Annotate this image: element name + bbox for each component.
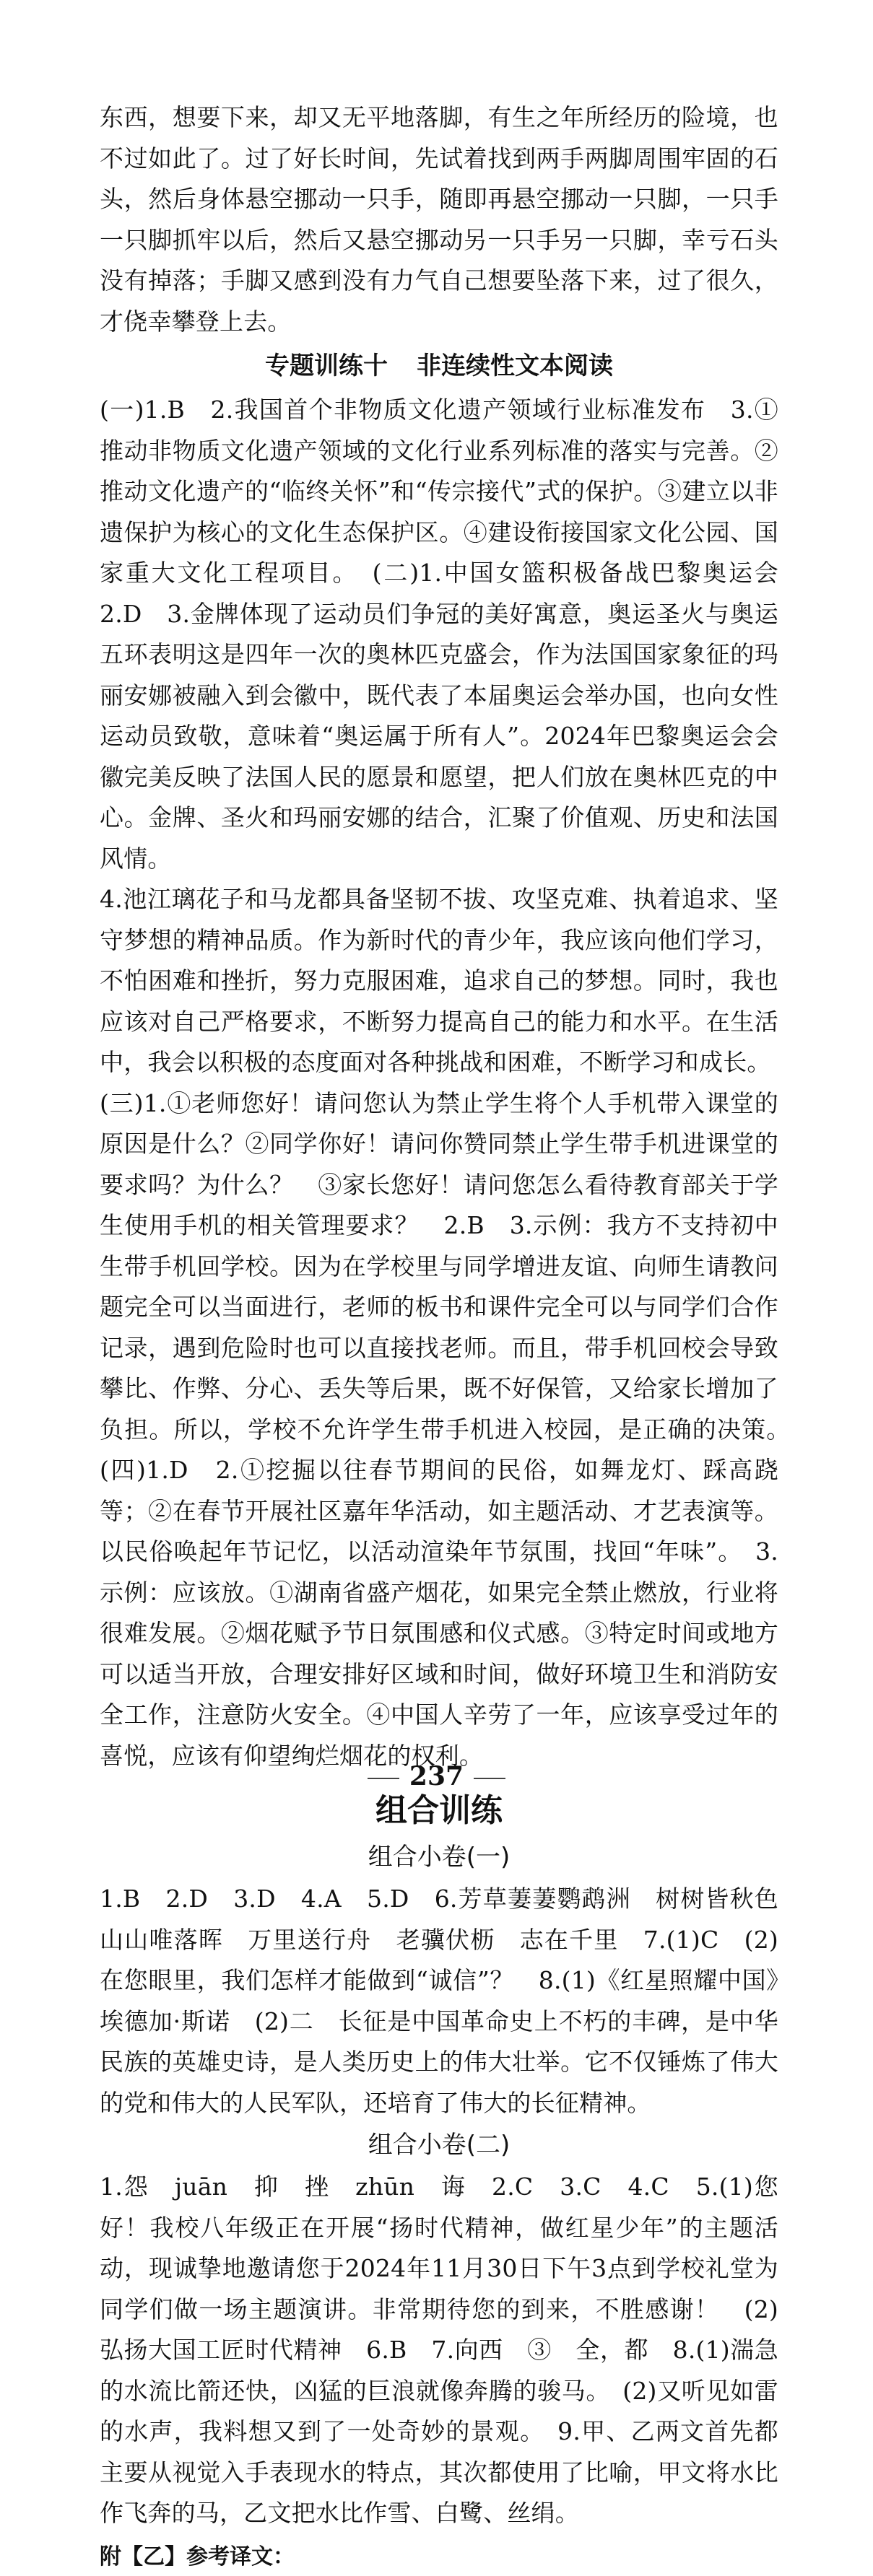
section-title — [100, 346, 778, 385]
paper2-answers: 1.怨 juān 抑 挫 zhūn 诲 2.C 3.C 4.C 5.(1)您好！我校八年级正在开展“扬时代精神，做红星少年”的主题活动，现诚挚地邀请您于2024年11月30日下午3点到学校礼堂为同学们做一场主题演讲。非常期待您的到来，不胜感谢！ (2)弘扬大国工匠时代精神 6.B 7.向西 ③ 全，都 8.(1)湍急的水流比箭还快，凶猛的巨浪就像奔腾的骏马。 (2)又听见如雷的水声，我料想又到了一处奇妙的景观。 9.甲、乙两文首先都主要从视觉入手表现水的特点，其次都使用了比喻，甲文将水比作飞奔的马，乙文把水比作雪、白鹭、丝绢。 — [100, 2173, 778, 2527]
paper1-answers: 1.B 2.D 3.D 4.A 5.D 6.芳草萋萋鹦鹉洲 树树皆秋色 山山唯落晖 万里送行舟 老骥伏枥 志在千里 7.(1)C (2)在您眼里，我们怎样才能做到“诚信”？ 8.(1)《红星照耀中国》 埃德加·斯诺 (2)二 长征是中国革命史上不朽的丰碑，是中华民族的英雄史诗，是人类历史上的伟大壮举。它不仅锤炼了伟大的党和伟大的人民军队，还培育了伟大的长征精神。 — [100, 1885, 803, 2117]
appendix-label: 附【乙】参考译文： — [100, 2544, 295, 2570]
section-answers-part1: (一)1.B 2.我国首个非物质文化遗产领域行业标准发布 3.①推动非物质文化遗产领域的文化行业系列标准的落实与完善。②推动文化遗产的“临终关怀”和“传宗接代”式的保护。③建立以非遗保护为核心的文化生态保护区。④建设衔接国家文化公园、国家重大文化工程项目。 (二)1.中国女篮积极备战巴黎奥运会 2.D 3.金牌体现了运动员们争冠的美好寓意，奥运圣火与奥运五环表明这是四年一次的奥林匹克盛会，作为法国国家象征的玛丽安娜被融入到会徽中，既代表了本届奥运会举办国，也向女性运动员致敬，意味着“奥运属于所有人”。2024年巴黎奥运会会徽完美反映了法国人民的愿景和愿望，把人们放在奥林匹克的中心。金牌、圣火和玛丽安娜的结合，汇聚了价值观、历史和法国风情。 — [100, 396, 803, 873]
paper2-title: 组合小卷(二) — [368, 2131, 511, 2160]
section-answers-part2: 4.池江璃花子和马龙都具备坚韧不拔、攻坚克难、执着追求、坚守梦想的精神品质。作为新时代的青少年，我应该向他们学习，不怕困难和挫折，努力克服困难，追求自己的梦想。同时，我也应该对自己严格要求，不断努力提高自己的能力和水平。在生活中，我会以积极的态度面对各种挑战和困难，不断学习和成长。 — [100, 885, 778, 1076]
page-content — [100, 97, 803, 2576]
group-training-title: 组合训练 — [375, 1792, 503, 1829]
page-number-dash-right — [474, 1778, 505, 1779]
page-number-dash-left — [368, 1778, 399, 1779]
paper1-title: 组合小卷(一) — [368, 1843, 511, 1872]
section-answers-part3: (三)1.①老师您好！请问您认为禁止学生将个人手机带入课堂的原因是什么？②同学你好！请问你赞同禁止学生带手机进课堂的要求吗？为什么？ ③家长您好！请问您怎么看待教育部关于学生使用手机的相关管理要求？ 2.B 3.示例：我方不支持初中生带手机回学校。因为在学校里与同学增进友谊、向师生请教问题完全可以当面进行，老师的板书和课件完全可以与同学们合作记录，遇到危险时也可以直接找老师。而且，带手机回校会导致攀比、作弊、分心、丢失等后果，既不好保管，又给家长增加了负担。所以，学校不允许学生带手机进入校园，是正确的决策。 (四)1.D 2.①挖掘以往春节期间的民俗，如舞龙灯、踩高跷等；②在春节开展社区嘉年华活动，如主题活动、才艺表演等。以民俗唤起年节记忆，以活动渲染年节氛围，找回“年味”。 3.示例：应该放。①湖南省盛产烟花，如果完全禁止燃放，行业将很难发展。②烟花赋予节日氛围感和仪式感。③特定时间或地方可以适当开放，合理安排好区域和时间，做好环境卫生和消防安全工作，注意防火安全。④中国人辛劳了一年，应该享受过年的喜悦，应该有仰望绚烂烟花的权利。 — [100, 1088, 803, 1770]
page-number-value: 237 — [409, 1761, 464, 1791]
page-number — [0, 1761, 873, 1791]
section-title-left: 专题训练十 — [265, 352, 388, 380]
section-title-right: 非连续性文本阅读 — [417, 352, 613, 380]
intro-paragraph: 东西，想要下来，却又无平地落脚，有生之年所经历的险境，也不过如此了。过了好长时间，先试着找到两手两脚周围牢固的石头，然后身体悬空挪动一只手，随即再悬空挪动一只脚，一只手一只脚抓牢以后，然后又悬空挪动另一只手另一只脚，幸亏石头没有掉落；手脚又感到没有力气自己想要坠落下来，过了很久，才侥幸攀登上去。 — [100, 103, 778, 336]
